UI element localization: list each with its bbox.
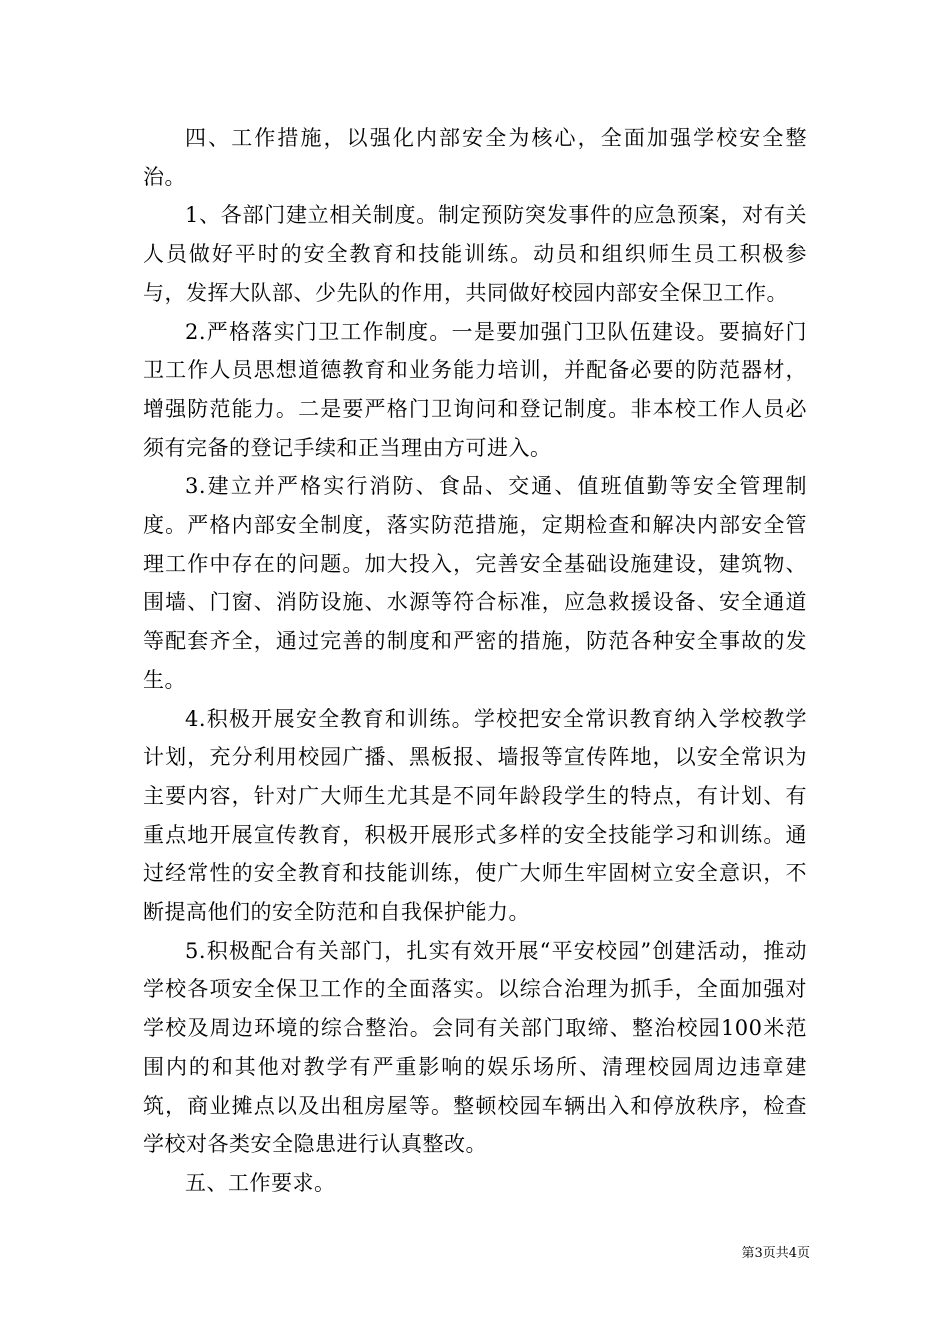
document-body: [143, 119, 807, 1203]
measure-4-paragraph: 4.积极开展安全教育和训练。学校把安全常识教育纳入学校教学计划，充分利用校园广播、黑板报、墙报等宣传阵地，以安全常识为主要内容，针对广大师生尤其是不同年龄段学生的特点，有计划、有重点地开展宣传教育，积极开展形式多样的安全技能学习和训练。通过经常性的安全教育和技能训练，使广大师生牢固树立安全意识，不断提高他们的安全防范和自我保护能力。: [143, 706, 807, 925]
section-five-heading: 五、工作要求。: [185, 1170, 336, 1195]
section-four-heading: 四、工作措施，以强化内部安全为核心，全面加强学校安全整治。: [143, 126, 807, 189]
measure-1-paragraph: 1、各部门建立相关制度。制定预防突发事件的应急预案，对有关人员做好平时的安全教育和技能训练。动员和组织师生员工积极参与，发挥大队部、少先队的作用，共同做好校园内部安全保卫工作。: [143, 203, 807, 305]
measure-2-paragraph: 2.严格落实门卫工作制度。一是要加强门卫队伍建设。要搞好门卫工作人员思想道德教育和业务能力培训，并配备必要的防范器材，增强防范能力。二是要严格门卫询问和登记制度。非本校工作人员必须有完备的登记手续和正当理由方可进入。: [143, 319, 807, 460]
measure-3-paragraph: 3.建立并严格实行消防、食品、交通、值班值勤等安全管理制度。严格内部安全制度，落实防范措施，定期检查和解决内部安全管理工作中存在的问题。加大投入，完善安全基础设施建设，建筑物、围墙、门窗、消防设施、水源等符合标准，应急救援设备、安全通道等配套齐全，通过完善的制度和严密的措施，防范各种安全事故的发生。: [143, 474, 807, 692]
measure-5-paragraph: 5.积极配合有关部门，扎实有效开展“平安校园”创建活动，推动学校各项安全保卫工作的全面落实。以综合治理为抓手，全面加强对学校及周边环境的综合整治。会同有关部门取缔、整治校园100米范围内的和其他对教学有严重影响的娱乐场所、清理校园周边违章建筑，商业摊点以及出租房屋等。整顿校园车辆出入和停放秩序，检查学校对各类安全隐患进行认真整改。: [143, 938, 807, 1157]
page-number-footer: 第3页共4页: [741, 1246, 810, 1261]
